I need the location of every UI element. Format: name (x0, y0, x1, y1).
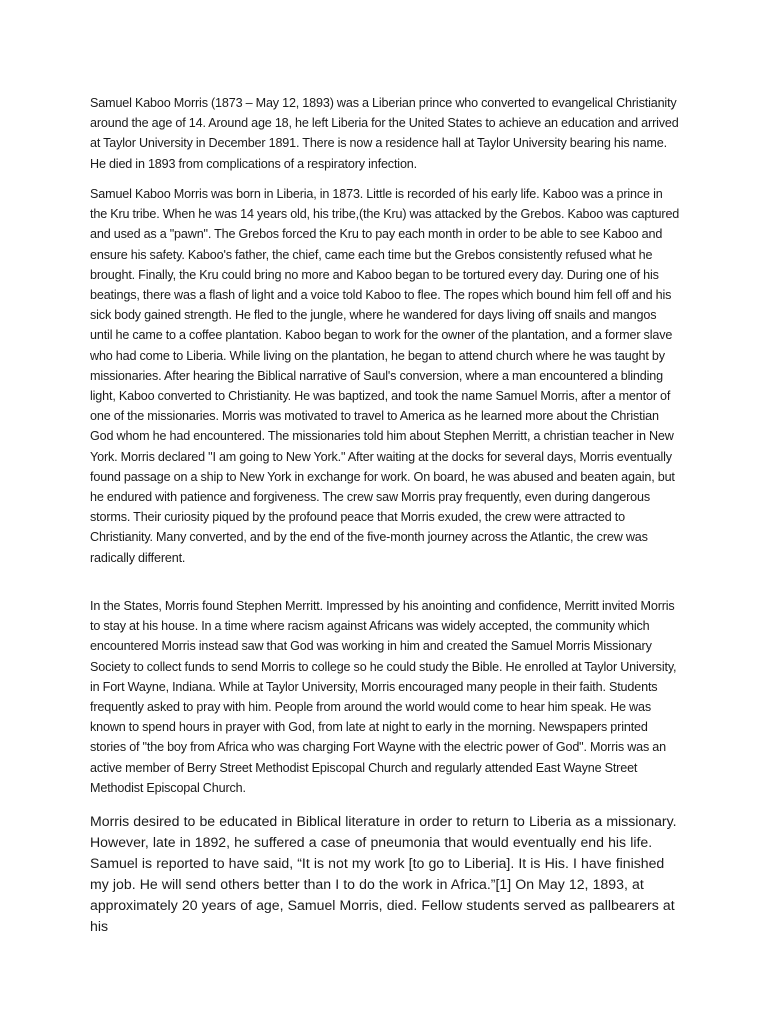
paragraph-death: Morris desired to be educated in Biblical literature in order to return to Liberia as a missionary. However, late in 1892, he suffered a case of pneumonia that would eventually end his life. Samuel is reported to have said, “It is not my work [to go to Liberia]. It is His. I have finished my job. He will send others better than I to do the work in Africa.”[1] On May 12, 1893, at approximately 20 years of age, Samuel Morris, died. Fellow students served as pallbearers at his (90, 813, 677, 934)
paragraph-intro: Samuel Kaboo Morris (1873 – May 12, 1893) was a Liberian prince who converted to evangelical Christianity around the age of 14. Around age 18, he left Liberia for the United States to achieve an education and arrived at Taylor University in December 1891. There is now a residence hall at Taylor University bearing his name. He died in 1893 from complications of a respiratory infection. (90, 96, 679, 171)
paragraph-early-life: Samuel Kaboo Morris was born in Liberia, in 1873. Little is recorded of his early life. Kaboo was a prince in the Kru tribe. When he was 14 years old, his tribe,(the Kru) was attacked by the Grebos. Kaboo was captured and used as a "pawn". The Grebos forced the Kru to pay each month in order to be able to see Kaboo and ensure his safety. Kaboo's father, the chief, came each time but the Grebos consistently refused what he brought. Finally, the Kru could bring no more and Kaboo began to be tortured every day. During one of his beatings, there was a flash of light and a voice told Kaboo to flee. The ropes which bound him fell off and his sick body gained strength. He fled to the jungle, where he wandered for days living off snails and mangos until he came to a coffee plantation. Kaboo began to work for the owner of the plantation, and a former slave who had come to Liberia. While living on the plantation, he began to attend church where he was taught by missionaries. After hearing the Biblical narrative of Saul's conversion, where a man encountered a blinding light, Kaboo converted to Christianity. He was baptized, and took the name Samuel Morris, after a mentor of one of the missionaries. Morris was motivated to travel to America as he learned more about the Christian God whom he had encountered. The missionaries told him about Stephen Merritt, a christian teacher in New York. Morris declared "I am going to New York." After waiting at the docks for several days, Morris eventually found passage on a ship to New York in exchange for work. On board, he was abused and beaten again, but he endured with patience and forgiveness. The crew saw Morris pray frequently, even during dangerous storms. Their curiosity piqued by the profound peace that Morris exuded, the crew were attracted to Christianity. Many converted, and by the end of the five-month journey across the Atlantic, the crew was radically different. (90, 187, 680, 565)
paragraph-in-the-states: In the States, Morris found Stephen Merritt. Impressed by his anointing and confidence, Merritt invited Morris to stay at his house. In a time where racism against Africans was widely accepted, the community which encountered Morris instead saw that God was working in him and created the Samuel Morris Missionary Society to collect funds to send Morris to college so he could study the Bible. He enrolled at Taylor University, in Fort Wayne, Indiana. While at Taylor University, Morris encouraged many people in their faith. Students frequently asked to pray with him. People from around the world would come to hear him speak. He was known to spend hours in prayer with God, from late at night to early in the morning. Newspapers printed stories of "the boy from Africa who was charging Fort Wayne with the electric power of God". Morris was an active member of Berry Street Methodist Episcopal Church and regularly attended East Wayne Street Methodist Episcopal Church. (90, 599, 677, 795)
